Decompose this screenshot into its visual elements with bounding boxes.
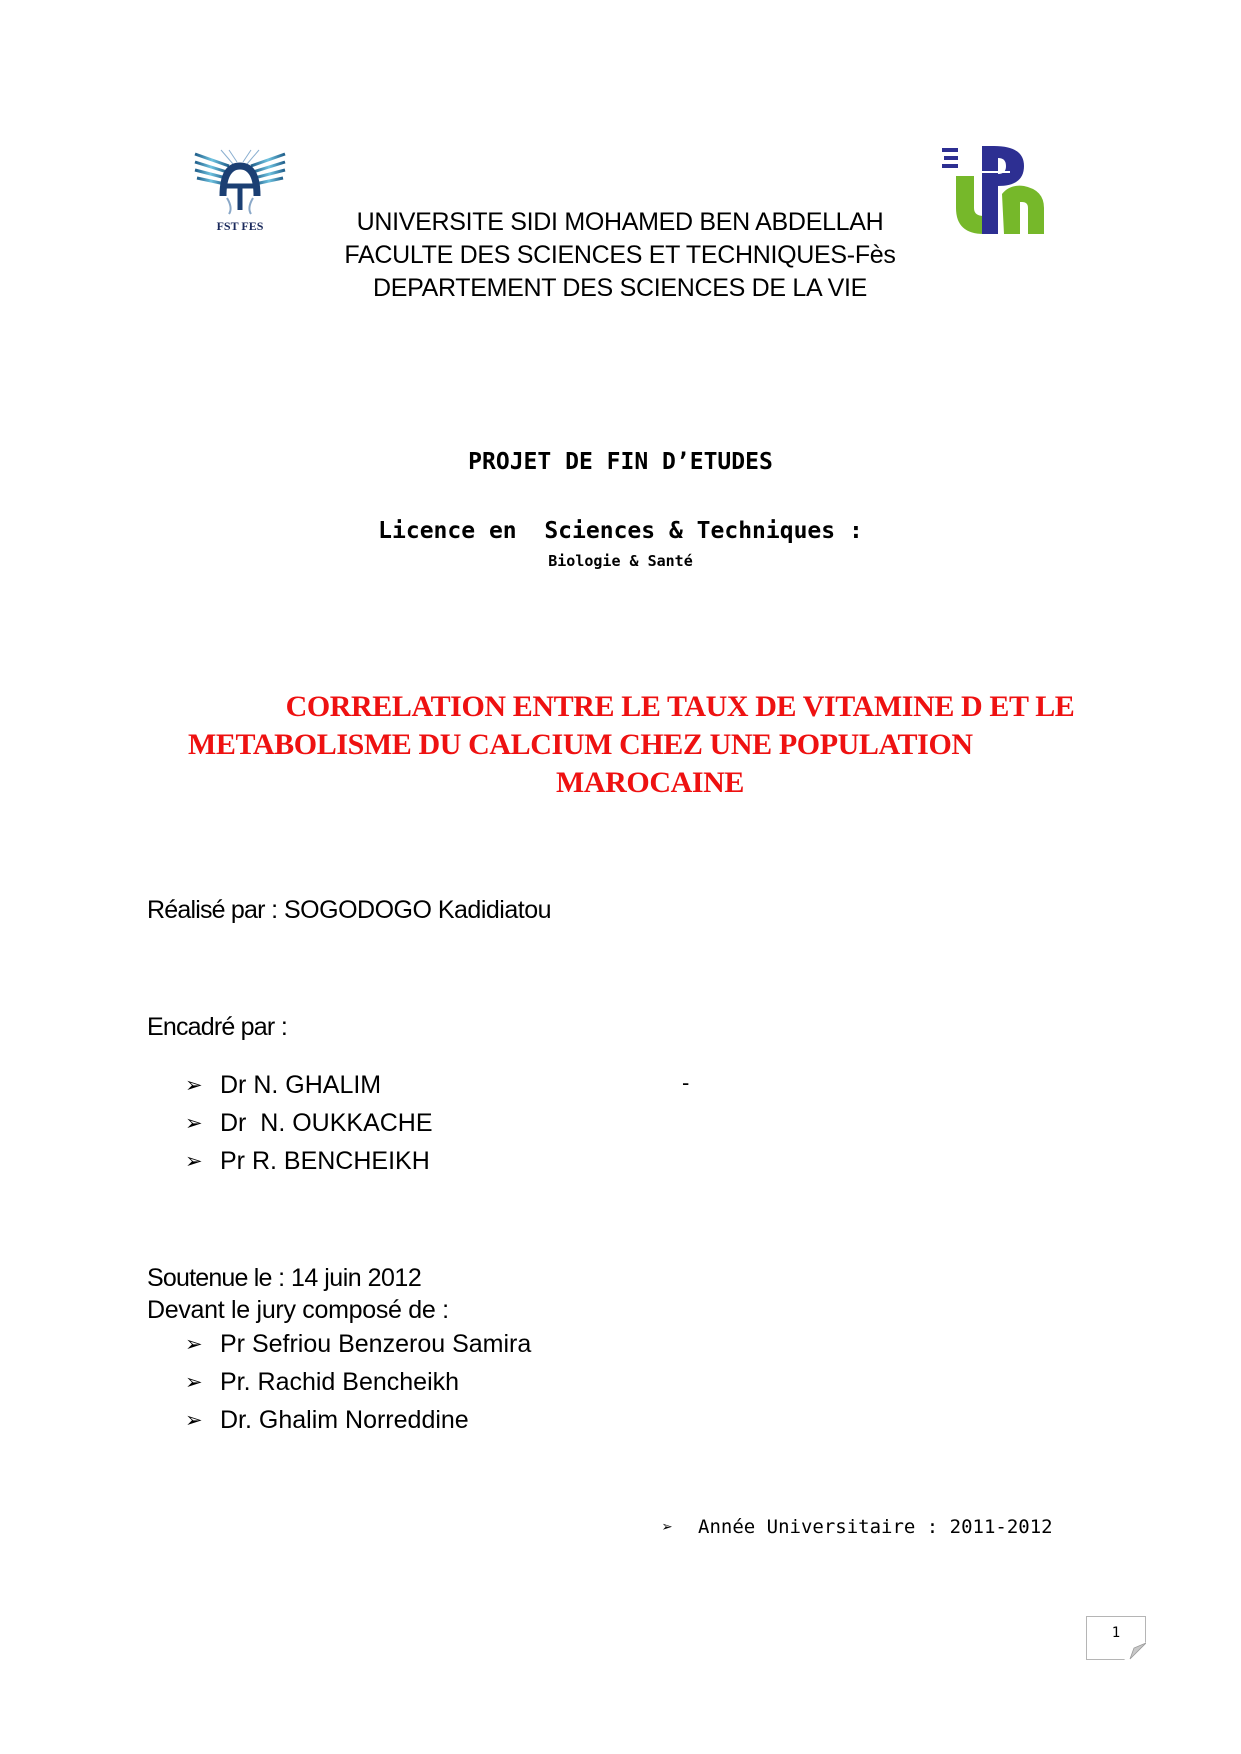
- stray-dash: -: [682, 1070, 690, 1095]
- fst-fes-logo: [193, 148, 287, 236]
- author-separator: :: [264, 896, 284, 924]
- thesis-title-line: MAROCAINE: [555, 766, 745, 799]
- thesis-title-line: METABOLISME DU CALCIUM CHEZ UNE POPULATION: [188, 728, 973, 761]
- thesis-title: [170, 688, 1130, 802]
- jury-member: Dr. Ghalim Norreddine: [220, 1405, 469, 1434]
- ipm-logo-icon: [940, 142, 1050, 234]
- institution-header: [300, 206, 940, 305]
- speciality: Biologie & Santé: [548, 552, 693, 570]
- arrow-bullet-icon: ➢: [185, 1332, 203, 1356]
- list-item: [185, 1142, 433, 1180]
- arrow-bullet-icon: ➢: [185, 1111, 203, 1135]
- project-type: PROJET DE FIN D’ETUDES: [468, 449, 773, 475]
- academic-year-text: Année Universitaire : 2011-2012: [698, 1516, 1053, 1538]
- fst-fes-logo-icon: [193, 148, 287, 236]
- supervision-label: Encadré par: [147, 1013, 275, 1041]
- list-item: [185, 1401, 531, 1439]
- academic-year: [662, 1516, 1053, 1538]
- author-line: [147, 896, 551, 925]
- list-item: [185, 1363, 531, 1401]
- defense-label: Soutenue le: [147, 1264, 272, 1292]
- supervisor-list: [185, 1066, 433, 1180]
- ipm-logo: [940, 142, 1050, 234]
- arrow-bullet-icon: ➢: [662, 1516, 673, 1538]
- arrow-bullet-icon: ➢: [185, 1370, 203, 1394]
- supervision-heading: [147, 1013, 287, 1042]
- supervision-separator: :: [274, 1013, 288, 1041]
- degree-title: Licence en Sciences & Techniques :: [378, 518, 863, 544]
- defense-separator: :: [271, 1264, 291, 1292]
- supervisor-name: Pr R. BENCHEIKH: [220, 1146, 430, 1175]
- jury-member: Pr Sefriou Benzerou Samira: [220, 1329, 532, 1358]
- jury-member: Pr. Rachid Bencheikh: [220, 1367, 460, 1396]
- author-name: SOGODOGO Kadidiatou: [284, 896, 552, 924]
- page-curl-icon: [1124, 1642, 1146, 1660]
- arrow-bullet-icon: ➢: [185, 1408, 203, 1432]
- university-name: UNIVERSITE SIDI MOHAMED BEN ABDELLAH: [356, 208, 884, 236]
- page-number: 1: [1111, 1625, 1121, 1641]
- jury-list: [185, 1325, 531, 1439]
- list-item: [185, 1104, 433, 1142]
- department-name: DEPARTEMENT DES SCIENCES DE LA VIE: [372, 274, 868, 302]
- arrow-bullet-icon: ➢: [185, 1149, 203, 1173]
- defense-date: 14 juin 2012: [291, 1264, 422, 1292]
- svg-text:FST FES: FST FES: [216, 219, 264, 233]
- list-item: [185, 1066, 433, 1104]
- author-label: Réalisé par: [147, 896, 265, 924]
- supervisor-name: Dr N. OUKKACHE: [220, 1108, 433, 1137]
- list-item: [185, 1325, 531, 1363]
- page-number-box: [1086, 1616, 1146, 1660]
- arrow-bullet-icon: ➢: [185, 1073, 203, 1097]
- supervisor-name: Dr N. GHALIM: [220, 1070, 382, 1099]
- thesis-title-line: CORRELATION ENTRE LE TAUX DE VITAMINE D ET LE: [285, 690, 1075, 723]
- defense-line: [147, 1264, 421, 1293]
- faculty-name: FACULTE DES SCIENCES ET TECHNIQUES-Fès: [344, 241, 896, 269]
- jury-intro: Devant le jury composé de :: [147, 1296, 449, 1324]
